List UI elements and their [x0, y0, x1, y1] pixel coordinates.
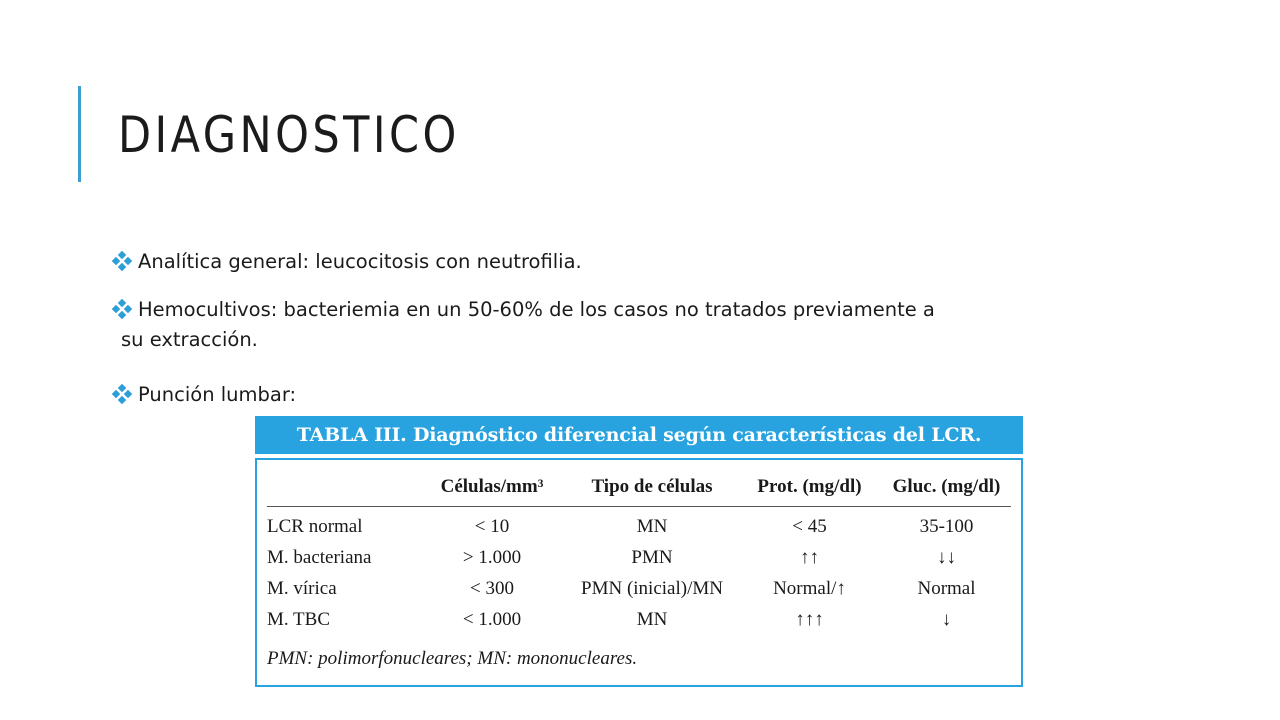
table-cell: MN	[636, 609, 668, 630]
table-caption: TABLA III. Diagnóstico diferencial según características del LCR.	[255, 416, 1023, 454]
table-cell: ↓↓	[937, 547, 956, 568]
table-cell: > 1.000	[462, 547, 522, 568]
table-footnote: PMN: polimorfonucleares; MN: mononucleares.	[267, 648, 638, 669]
table-cell: < 45	[792, 516, 827, 537]
table-row	[267, 542, 1011, 573]
table-cell: < 1.000	[462, 609, 522, 630]
bullet-analitica	[112, 247, 582, 277]
diamond-bullet-icon	[112, 251, 132, 271]
table-cell: LCR normal	[267, 516, 363, 537]
bullet-text-continuation: su extracción.	[121, 328, 258, 351]
table-cell: MN	[636, 516, 668, 537]
table-row	[267, 604, 1011, 635]
column-header	[267, 472, 417, 507]
table-cell: PMN	[631, 547, 673, 568]
lcr-table	[267, 472, 1011, 635]
column-header: Células/mm³	[440, 476, 544, 497]
table-cell: ↑↑	[800, 547, 819, 568]
table-cell: 35-100	[919, 516, 974, 537]
bullet-text: Hemocultivos: bacteriemia en un 50-60% de los casos no tratados previamente a	[138, 298, 935, 321]
table-cell: PMN (inicial)/MN	[581, 578, 723, 599]
table-row	[267, 507, 1011, 543]
column-header: Gluc. (mg/dl)	[892, 476, 1001, 497]
table-cell: M. bacteriana	[267, 547, 372, 568]
diamond-bullet-icon	[112, 299, 132, 319]
table-cell: < 300	[470, 578, 514, 599]
title-accent-bar	[78, 86, 81, 182]
slide-title: DIAGNOSTICO	[118, 106, 460, 164]
column-header: Tipo de células	[591, 476, 713, 497]
table-cell: ↓	[941, 609, 952, 630]
bullet-puncion	[112, 380, 296, 410]
table-cell: M. TBC	[267, 609, 331, 630]
table-cell: Normal/↑	[773, 578, 846, 599]
bullet-text: Punción lumbar:	[138, 383, 297, 406]
table-cell: M. vírica	[267, 578, 337, 599]
lcr-table-figure	[255, 416, 1023, 687]
diamond-bullet-icon	[112, 384, 132, 404]
table-row	[267, 573, 1011, 604]
table-box	[255, 458, 1023, 687]
table-header-row	[267, 472, 1011, 507]
column-header: Prot. (mg/dl)	[757, 476, 862, 497]
table-cell: < 10	[474, 516, 510, 537]
bullet-text: Analítica general: leucocitosis con neutrofilia.	[138, 250, 582, 273]
bullet-hemocultivos	[112, 295, 1112, 355]
table-cell: Normal	[917, 578, 976, 599]
table-cell: ↑↑↑	[795, 609, 824, 630]
